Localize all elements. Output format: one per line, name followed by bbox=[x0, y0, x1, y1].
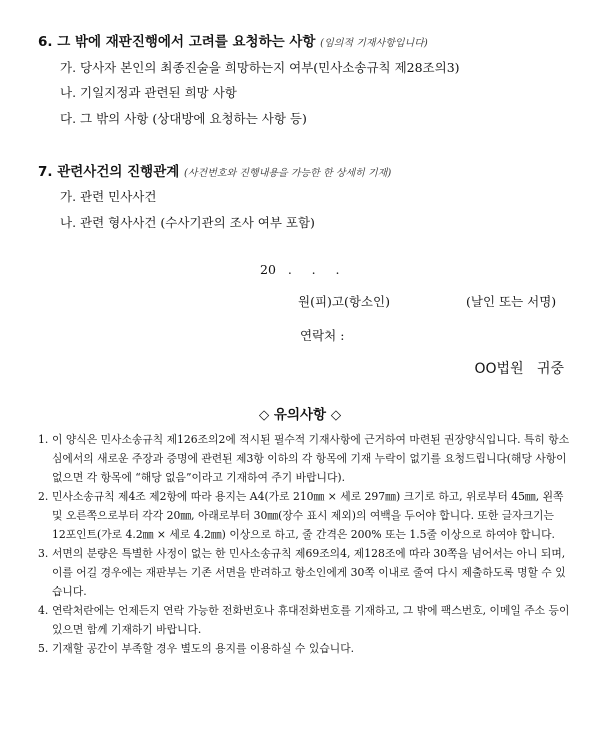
notice-text: 기재할 공간이 부족할 경우 별도의 용지를 이용하실 수 있습니다. bbox=[52, 642, 355, 655]
section-6-heading bbox=[38, 30, 428, 50]
notice-number: 5. bbox=[38, 642, 49, 655]
section-7-item: 나. 관련 형사사건 (수사기관의 조사 여부 포함) bbox=[60, 215, 315, 230]
contact-label: 연락처 : bbox=[300, 328, 345, 343]
notice-number: 4. bbox=[38, 604, 49, 617]
notice-text: 민사소송규칙 제4조 제2항에 따라 용지는 A4(가로 210㎜ × 세로 297㎜) 크기로 하고, 위로부터 45㎜, 왼쪽 및 오른쪽으로부터 각각 20㎜, 아래로부터 30㎜(장수 표시 제외)의 여백을 두어야 합니다. 또한 글자크기는 12포인트(가로 4.2㎜ × 세로 4.2㎜) 이상으로 하고, 줄 간격은 200% 또는 1.5줄 이상으로 하여야 합니다. bbox=[52, 490, 564, 541]
notice-number: 3. bbox=[38, 547, 49, 560]
notice-item bbox=[38, 601, 570, 639]
notice-text: 서면의 분량은 특별한 사정이 없는 한 민사소송규칙 제69조의4, 제128조에 따라 30쪽을 넘어서는 아니 되며, 이를 어길 경우에는 재판부는 기존 서면을 반려하고 항소인에게 30쪽 이내로 줄여 다시 제출하도록 명할 수 있습니다. bbox=[52, 547, 566, 598]
notice-item bbox=[38, 487, 570, 544]
section-7-note: (사건번호와 진행내용을 가능한 한 상세히 기재) bbox=[184, 168, 392, 179]
section-6-item: 다. 그 밖의 사항 (상대방에 요청하는 사항 등) bbox=[60, 111, 307, 126]
notice-title: ◇ 유의사항 ◇ bbox=[258, 407, 342, 423]
date-line: 20 . . . bbox=[260, 262, 340, 277]
court-addressee: OO법원 귀중 bbox=[474, 361, 564, 377]
section-6-note: (임의적 기재사항입니다) bbox=[320, 38, 428, 49]
section-6-item: 나. 기일지정과 관련된 희망 사항 bbox=[60, 85, 237, 100]
sign-label: (날인 또는 서명) bbox=[466, 294, 557, 309]
notice-list bbox=[38, 430, 570, 658]
notice-item bbox=[38, 430, 570, 487]
section-6-title: 6. 그 밖에 재판진행에서 고려를 요청하는 사항 bbox=[38, 34, 316, 50]
notice-text: 연락처란에는 언제든지 연락 가능한 전화번호나 휴대전화번호를 기재하고, 그 밖에 팩스번호, 이메일 주소 등이 있으면 함께 기재하기 바랍니다. bbox=[52, 604, 570, 636]
section-7-item: 가. 관련 민사사건 bbox=[60, 189, 157, 204]
notice-number: 1. bbox=[38, 433, 49, 446]
party-label: 원(피)고(항소인) bbox=[298, 294, 390, 309]
notice-number: 2. bbox=[38, 490, 49, 503]
notice-item bbox=[38, 544, 570, 601]
notice-item bbox=[38, 639, 570, 658]
section-6-item: 가. 당사자 본인의 최종진술을 희망하는지 여부(민사소송규칙 제28조의3) bbox=[60, 60, 460, 75]
section-7-title: 7. 관련사건의 진행관계 bbox=[38, 164, 180, 180]
section-7-heading bbox=[38, 160, 391, 180]
notice-text: 이 양식은 민사소송규칙 제126조의2에 적시된 필수적 기재사항에 근거하여 마련된 권장양식입니다. 특히 항소심에서의 새로운 주장과 증명에 관련된 제3항 이하의 각 항목에 기재 누락이 없기를 요청드립니다(해당 사항이 없으면 각 항목에 “해당 없음”이라고 기재하여 주기 바랍니다). bbox=[52, 433, 570, 484]
